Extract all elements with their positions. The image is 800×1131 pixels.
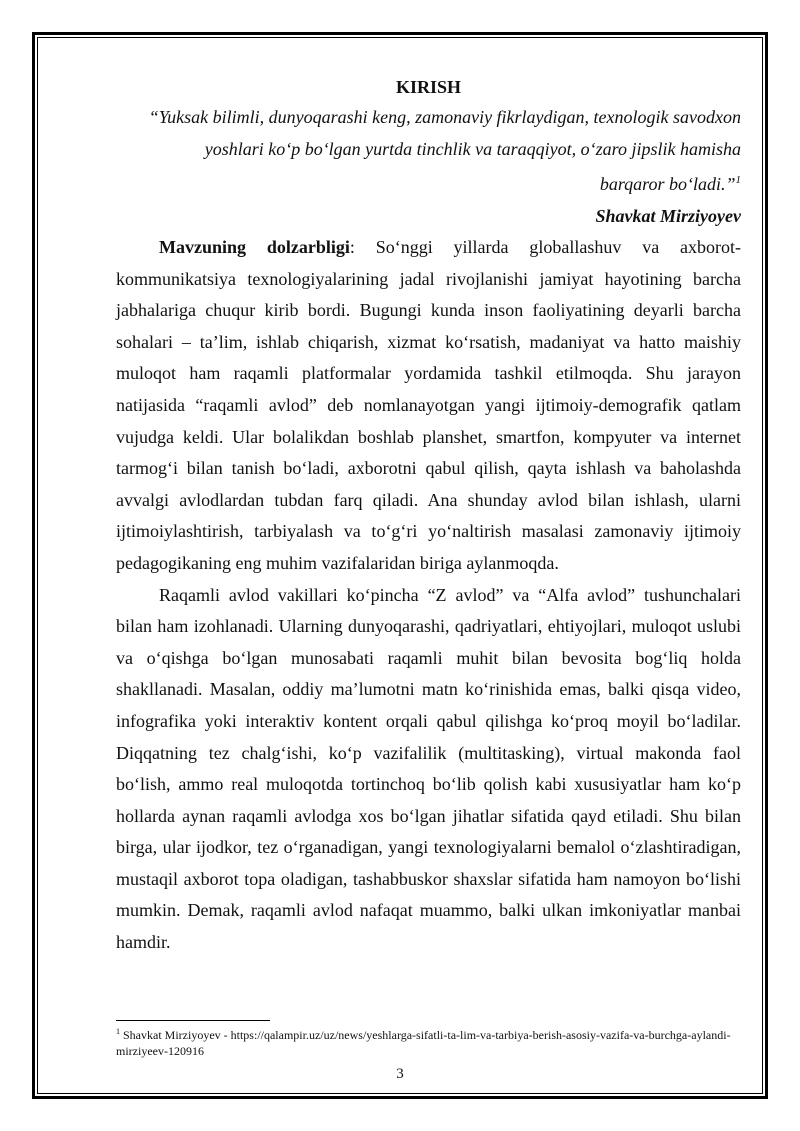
footnote <box>116 1024 741 1059</box>
epigraph-author: Shavkat Mirziyoyev <box>595 205 741 226</box>
paragraph-digital-generation: Raqamli avlod vakillari ko‘pincha “Z avlod” va “Alfa avlod” tushunchalari bilan ham izohlanadi. Ularning dunyoqarashi, qadriyatlari, ehtiyojlari, muloqot uslubi va o‘qishga bo‘lgan munosabati raqamli muhit bilan bevosita bog‘liq holda shakllanadi. Masalan, oddiy ma’lumotni matn ko‘rinishida emas, balki qisqa video, infografika yoki interaktiv kontent orqali qabul qilishga ko‘proq moyil bo‘ladilar. Diqqatning tez chalg‘ishi, ko‘p vazifalilik (multitasking), virtual makonda faol bo‘lish, ammo real muloqotda tortinchoq bo‘lib qolish kabi xususiyatlar ham ko‘p hollarda aynan raqamli avlodga xos bo‘lgan jihatlar sifatida qayd etiladi. Shu bilan birga, ular ijodkor, tez o‘rganadigan, yangi texnologiyalarni bemalol o‘zlashtiradigan, mustaqil axborot topa oladigan, tashabbuskor shaxslar sifatida ham namoyon bo‘lishi mumkin. Demak, raqamli avlod nafaqat muammo, balki ulkan imkoniyatlar manbai hamdir. <box>116 584 741 953</box>
footnote-reference[interactable]: 1 <box>735 174 741 186</box>
page-number: 3 <box>396 1066 404 1082</box>
relevance-text: So‘nggi yillarda globallashuv va axborot-kommunikatsiya texnologiyalarining jadal rivojlanishi jamiyat hayotining barcha jabhalariga chuqur kirib bordi. Bugungi kunda inson faoliyatining deyarli barcha sohalari – ta’lim, ishlab chiqarish, xizmat ko‘rsatish, madaniyat va hatto maishiy muloqot ham raqamli platformalar yordamida tashkil etilmoqda. Shu jarayon natijasida “raqamli avlod” deb nomlanayotgan yangi ijtimoiy-demografik qatlam vujudga keldi. Ular bolalikdan boshlab planshet, smartfon, kompyuter va internet tarmog‘i bilan tanish bo‘ladi, axborotni qabul qilish, qayta ishlash va baholashda avvalgi avlodlardan tubdan farq qiladi. Ana shunday avlod bilan ishlash, ularni ijtimoiylashtirish, tarbiyalash va to‘g‘ri yo‘naltirish masalasi zamonaviy ijtimoiy pedagogikaning eng muhim vazifalaridan biriga aylanmoqda. <box>116 237 742 573</box>
relevance-lead: Mavzuning dolzarbligi <box>159 237 350 257</box>
section-heading: KIRISH <box>395 77 462 97</box>
footnote-divider <box>116 1020 270 1021</box>
page-content <box>116 72 741 959</box>
epigraph-line-3: barqaror bo‘ladi.”$^1$ <box>599 174 741 194</box>
paragraph-relevance: Mavzuning dolzarbligi: So‘nggi yillarda globallashuv va axborot-kommunikatsiya texnologiyalarining jadal rivojlanishi jamiyat hayotining barcha jabhalariga chuqur kirib bordi. Bugungi kunda inson faoliyatining deyarli barcha sohalari – ta’lim, ishlab chiqarish, xizmat ko‘rsatish, madaniyat va hatto maishiy muloqot ham raqamli platformalar yordamida tashkil etilmoqda. Shu jarayon natijasida “raqamli avlod” deb nomlanayotgan yangi ijtimoiy-demografik qatlam vujudga keldi. Ular bolalikdan boshlab planshet, smartfon, kompyuter va internet tarmog‘i bilan tanish bo‘ladi, axborotni qabul qilish, qayta ishlash va baholashda avvalgi avlodlardan tubdan farq qiladi. Ana shunday avlod bilan ishlash, ularni ijtimoiylashtirish, tarbiyalash va to‘g‘ri yo‘naltirish masalasi zamonaviy ijtimoiy pedagogikaning eng muhim vazifalaridan biriga aylanmoqda. <box>116 237 742 573</box>
footnote-mark: 1 <box>116 1027 120 1036</box>
epigraph-line-2: yoshlari ko‘p bo‘lgan yurtda tinchlik va taraqqiyot, o‘zaro jipslik hamisha <box>204 138 741 159</box>
epigraph-line-1: “Yuksak bilimli, dunyoqarashi keng, zamonaviy fikrlaydigan, texnologik savodxon <box>148 107 741 127</box>
footnote-text: Shavkat Mirziyoyev - https://qalampir.uz/uz/news/yeshlarga-sifatli-ta-lim-va-tarbiya-berish-asosiy-vazifa-va-burchga-aylandi-mirziyeev-120916 <box>116 1028 731 1058</box>
